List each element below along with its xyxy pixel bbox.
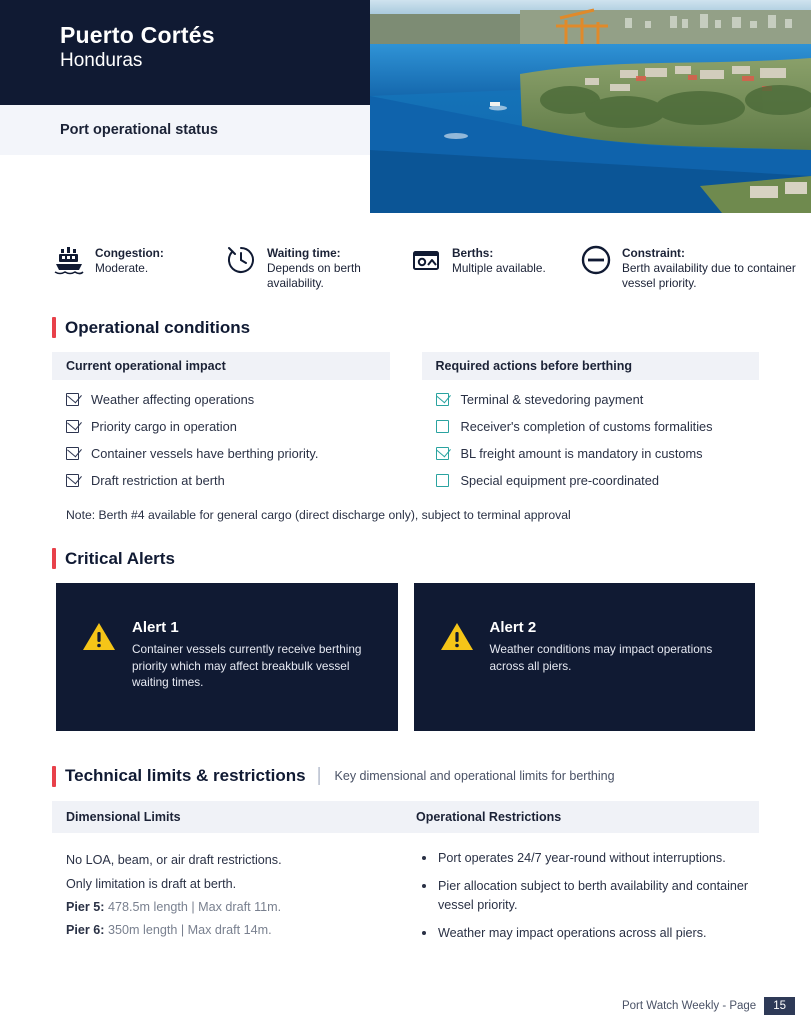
list-item [422, 440, 760, 467]
section-header-alerts [52, 548, 811, 569]
dimensional-limits-content [52, 843, 400, 952]
kpi-label-constraint: Constraint: [622, 246, 685, 260]
checkbox-icon[interactable] [66, 420, 79, 433]
alert-card-1 [56, 583, 398, 731]
section-accent-bar [52, 317, 56, 338]
kpi-label-berths: Berths: [452, 246, 494, 260]
alert-title-2: Alert 2 [489, 619, 537, 637]
dimensional-line-2: Only limitation is draft at berth. [66, 876, 237, 891]
pier-row-6 [66, 919, 386, 942]
list-item [52, 386, 390, 413]
list-item [422, 467, 760, 494]
alert-body-1: Container vessels currently receive berthing priority which may affect breakbulk vessel waiting times. [132, 642, 362, 689]
section-divider: | [316, 765, 322, 787]
pier-row-5 [66, 896, 386, 919]
section-title-alerts: Critical Alerts [65, 548, 175, 568]
warning-triangle-icon [82, 621, 116, 652]
required-actions-list [422, 386, 760, 494]
kpi-constraint [579, 243, 811, 291]
pier-detail-5: 478.5m length | Max draft 11m. [108, 899, 282, 914]
pier-name-5: Pier 5: [66, 899, 105, 914]
operational-left-column [52, 352, 390, 494]
column-header-dimensional-limits: Dimensional Limits [52, 801, 400, 833]
list-item [52, 467, 390, 494]
operational-right-column [422, 352, 760, 494]
checkbox-icon[interactable] [436, 474, 449, 487]
alert-card-2 [414, 583, 756, 731]
kpi-value-waiting-time: Depends on berth availability. [267, 261, 361, 291]
pier-name-6: Pier 6: [66, 923, 105, 938]
kpi-value-constraint: Berth availability due to container vessel priority. [622, 261, 796, 291]
operational-note: Note: Berth #4 available for general cargo (direct discharge only), subject to terminal approval [66, 508, 571, 523]
list-item: Weather may impact operations across all piers. [416, 924, 759, 943]
kpi-value-congestion: Moderate. [95, 261, 149, 276]
header-status-label: Port operational status [60, 122, 218, 138]
checkbox-icon[interactable] [66, 474, 79, 487]
list-item-label: Special equipment pre-coordinated [460, 473, 659, 489]
technical-body [0, 843, 811, 952]
technical-header-row [0, 801, 811, 833]
checkbox-icon[interactable] [436, 393, 449, 406]
column-header-current-impact: Current operational impact [52, 352, 390, 380]
section-subtitle-technical: Key dimensional and operational limits for berthing [334, 769, 615, 784]
page-footer [0, 988, 811, 1024]
kpi-row [0, 213, 811, 291]
list-item: Pier allocation subject to berth availability and container vessel priority. [416, 877, 759, 915]
section-title-technical: Technical limits & restrictions [65, 766, 306, 786]
section-header-technical [52, 765, 811, 787]
checkbox-icon[interactable] [436, 420, 449, 433]
alerts-row [0, 583, 811, 731]
checkbox-icon[interactable] [66, 393, 79, 406]
list-item-label: Terminal & stevedoring payment [460, 392, 644, 408]
current-impact-list [52, 386, 390, 494]
restrictions-list [416, 849, 759, 943]
list-item-label: Weather affecting operations [91, 392, 255, 408]
checkbox-icon[interactable] [66, 447, 79, 460]
kpi-label-congestion: Congestion: [95, 246, 164, 260]
warning-triangle-icon [440, 621, 474, 652]
section-accent-bar [52, 548, 56, 569]
list-item [422, 413, 760, 440]
alert-body-2: Weather conditions may impact operations across all piers. [489, 642, 713, 673]
list-item-label: Container vessels have berthing priority. [91, 446, 319, 462]
list-item-label: Priority cargo in operation [91, 419, 237, 435]
section-accent-bar [52, 766, 56, 787]
kpi-berths [409, 243, 579, 291]
page-title: Puerto Cortés [60, 22, 215, 48]
section-title-operational: Operational conditions [65, 317, 251, 337]
pier-detail-6: 350m length | Max draft 14m. [108, 923, 272, 938]
list-item [52, 440, 390, 467]
checkbox-icon[interactable] [436, 447, 449, 460]
dimensional-line-1: No LOA, beam, or air draft restrictions. [66, 853, 282, 868]
operational-columns [0, 352, 811, 494]
aerial-port-photo [370, 0, 811, 213]
berth-icon [409, 243, 443, 277]
column-header-operational-restrictions: Operational Restrictions [400, 801, 759, 833]
page-number-badge: 15 [764, 997, 795, 1015]
no-entry-icon [579, 243, 613, 277]
list-item: Port operates 24/7 year-round without interruptions. [416, 849, 759, 868]
list-item-label: Receiver's completion of customs formalities [460, 419, 713, 435]
list-item [52, 413, 390, 440]
ship-icon [52, 243, 86, 277]
list-item-label: Draft restriction at berth [91, 473, 225, 489]
header-status-bar [0, 105, 370, 155]
alert-title-1: Alert 1 [132, 619, 179, 637]
section-header-operational [52, 317, 811, 338]
footer-label: Port Watch Weekly - Page [621, 1000, 757, 1012]
kpi-congestion [52, 243, 224, 291]
page-header [0, 0, 811, 213]
page-subtitle-country: Honduras [60, 50, 143, 72]
list-item-label: BL freight amount is mandatory in customs [460, 446, 703, 462]
kpi-waiting-time [224, 243, 409, 291]
clock-icon [224, 243, 258, 277]
kpi-value-berths: Multiple available. [452, 261, 546, 276]
list-item [422, 386, 760, 413]
column-header-required-actions: Required actions before berthing [422, 352, 760, 380]
operational-restrictions-content [400, 843, 759, 952]
header-title-block [0, 0, 370, 105]
kpi-label-waiting-time: Waiting time: [267, 246, 341, 260]
